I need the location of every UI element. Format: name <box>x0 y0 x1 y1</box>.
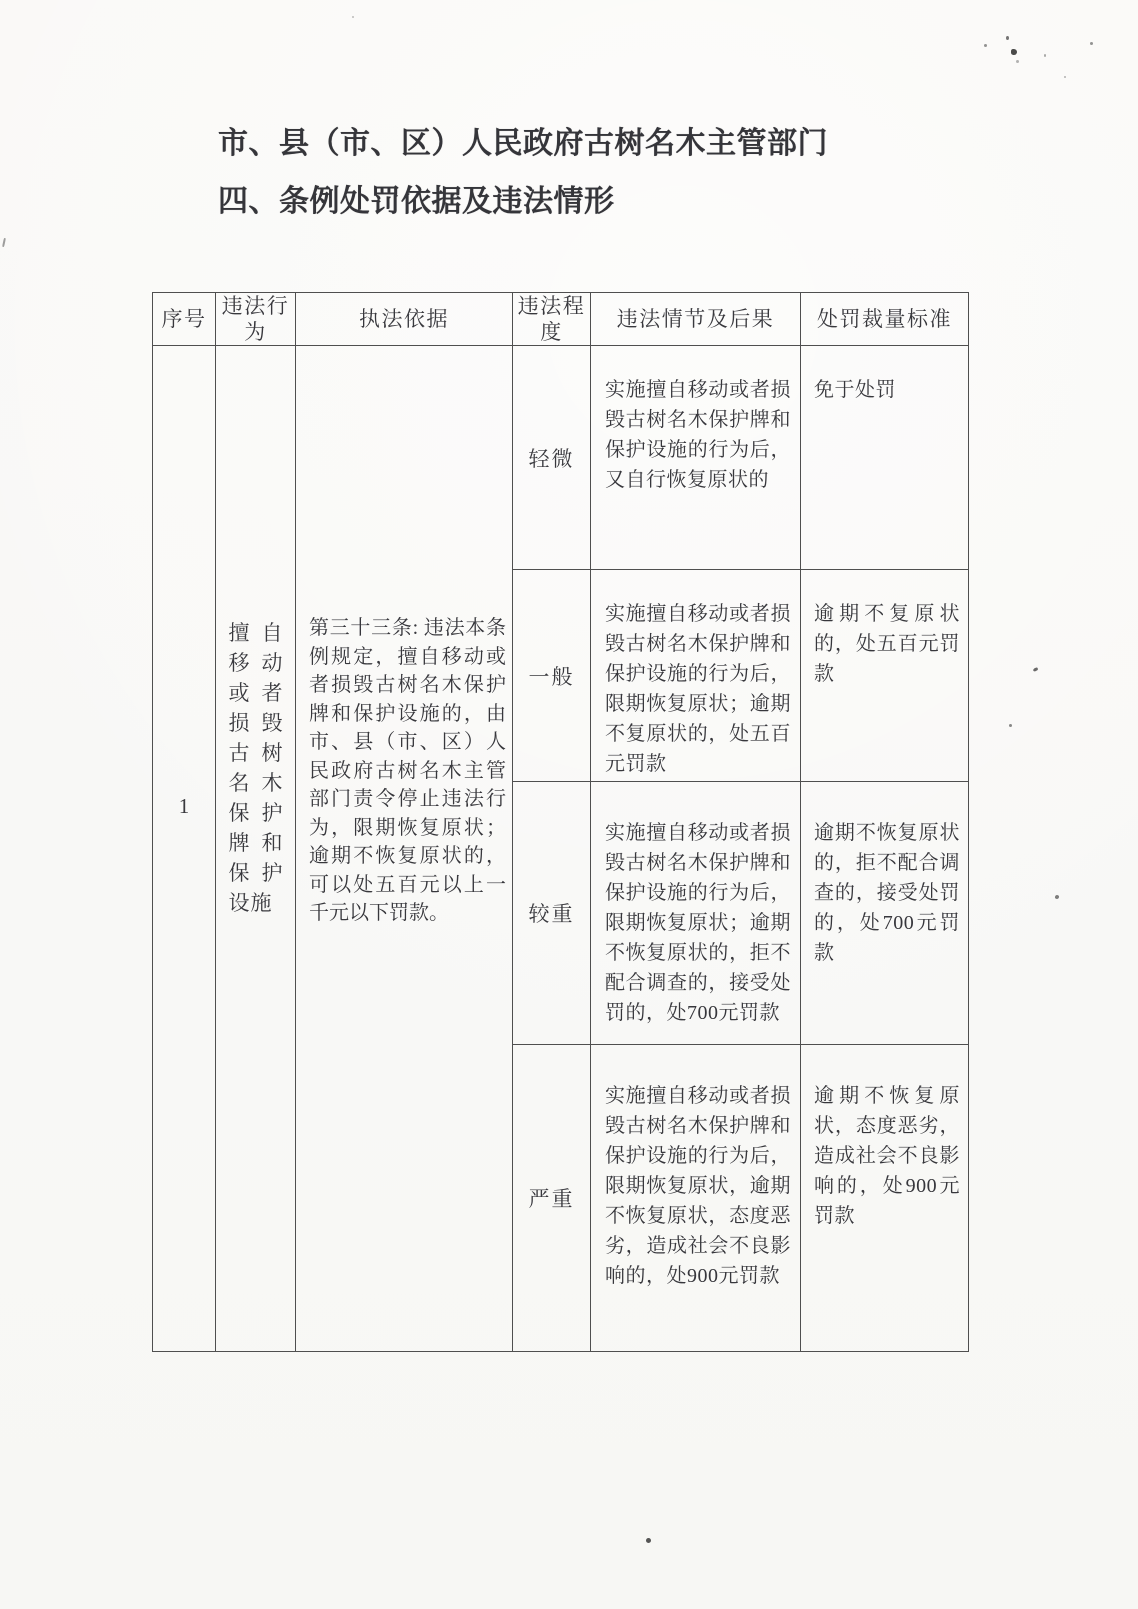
table-header-row <box>153 293 969 346</box>
heading-authority: 市、县（市、区）人民政府古树名木主管部门 <box>218 127 828 160</box>
circumstance-text: 实施擅自移动或者损毁古树名木保护牌和保护设施的行为后，又自行恢复原状的 <box>605 379 791 491</box>
penalty-table <box>152 292 969 1352</box>
cell-circumstance-serious <box>591 782 801 1045</box>
circumstance-text: 实施擅自移动或者损毁古树名木保护牌和保护设施的行为后，限期恢复原状；逾期不复原状的，处五百元罚款 <box>605 603 791 775</box>
circumstance-text: 实施擅自移动或者损毁古树名木保护牌和保护设施的行为后，限期恢复原状，逾期不恢复原状，态度恶劣，造成社会不良影响的，处900元罚款 <box>605 1085 791 1287</box>
scan-speck <box>1011 49 1017 55</box>
table-row-minor <box>153 346 969 570</box>
cell-legal-basis <box>296 346 513 1352</box>
legal-basis-text: 第三十三条: 违法本条例规定，擅自移动或者损毁古树名木保护牌和保护设施的，由市、县（市、区）人民政府古树名木主管部门责令停止违法行为，限期恢复原状；逾期不恢复原状的，可以处五百元以上一千元以下罚款。 <box>309 617 506 924</box>
scan-speck <box>1006 36 1009 40</box>
scan-speck <box>1009 724 1012 727</box>
scan-speck <box>984 44 987 47</box>
cell-circumstance-minor <box>591 346 801 570</box>
cell-severity-serious: 较重 <box>513 782 591 1045</box>
header-severity: 违法程度 <box>513 293 591 346</box>
scan-speck <box>352 16 354 18</box>
penalty-text: 逾期不恢复原状的，拒不配合调查的，接受处罚的，处700元罚款 <box>814 822 960 964</box>
scan-speck <box>1016 60 1019 63</box>
scan-speck <box>646 1538 651 1543</box>
header-index: 序号 <box>153 293 216 346</box>
scan-speck <box>1044 54 1046 57</box>
cell-index <box>153 346 216 1352</box>
header-behavior: 违法行为 <box>216 293 296 346</box>
header-legal-basis: 执法依据 <box>296 293 513 346</box>
section-title: 四、条例处罚依据及违法情形 <box>218 185 615 218</box>
cell-circumstance-general <box>591 570 801 782</box>
scan-speck <box>1054 894 1059 899</box>
scan-speck <box>1033 667 1039 672</box>
behavior-text: 擅 自 移 动 或 者 损 毁 古 树 名 木 保 护 牌 和 保 护 设 施 <box>228 621 283 915</box>
circumstance-text: 实施擅自移动或者损毁古树名木保护牌和保护设施的行为后，限期恢复原状；逾期不恢复原状的，拒不配合调查的，接受处罚的，处700元罚款 <box>605 822 791 1024</box>
cell-severity-severe: 严重 <box>513 1045 591 1352</box>
document-headings <box>218 124 828 222</box>
scan-speck <box>1090 42 1093 45</box>
cell-penalty-serious <box>801 782 969 1045</box>
penalty-text: 免于处罚 <box>814 379 896 401</box>
cell-penalty-severe <box>801 1045 969 1352</box>
cell-penalty-minor <box>801 346 969 570</box>
cell-severity-minor: 轻微 <box>513 346 591 570</box>
scan-speck <box>1064 76 1066 78</box>
penalty-text: 逾期不复原状的，处五百元罚款 <box>814 603 960 685</box>
index-value: 1 <box>178 794 190 818</box>
cell-behavior <box>216 346 296 1352</box>
penalty-text: 逾期不恢复原状，态度恶劣，造成社会不良影响的，处900元罚款 <box>814 1085 960 1227</box>
cell-penalty-general <box>801 570 969 782</box>
scan-speck <box>2 238 6 247</box>
header-penalty-standard: 处罚裁量标准 <box>801 293 969 346</box>
header-circumstance: 违法情节及后果 <box>591 293 801 346</box>
cell-severity-general: 一般 <box>513 570 591 782</box>
cell-circumstance-severe <box>591 1045 801 1352</box>
